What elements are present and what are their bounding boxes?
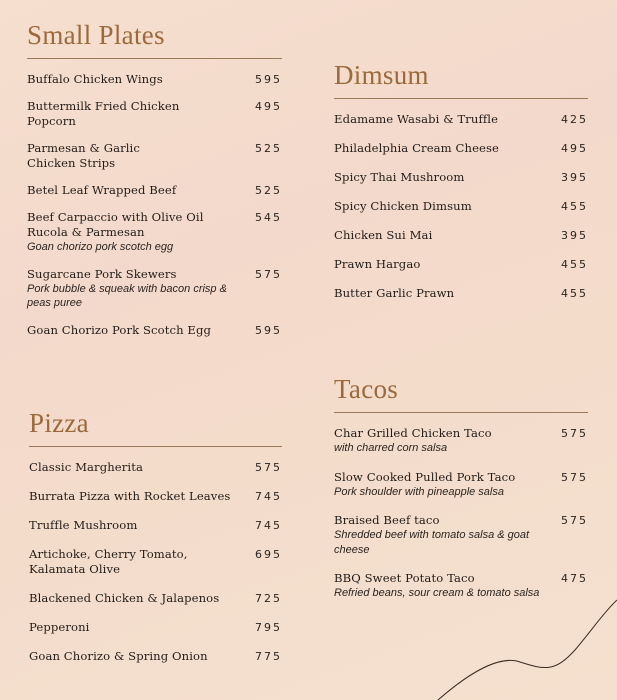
menu-item xyxy=(29,620,282,635)
menu-item-name: Edamame Wasabi & Truffle xyxy=(334,112,499,126)
menu-item-price: 575 xyxy=(255,461,282,474)
menu-item xyxy=(27,323,282,338)
menu-item-price: 575 xyxy=(561,470,588,484)
menu-item-description: Goan chorizo pork scotch egg xyxy=(27,241,174,253)
menu-item-price: 395 xyxy=(561,171,588,184)
menu-item xyxy=(334,257,588,272)
menu-item-price: 595 xyxy=(255,323,282,337)
menu-item-price: 545 xyxy=(255,211,282,224)
menu-item xyxy=(29,547,282,577)
section-pizza xyxy=(29,410,282,678)
menu-item xyxy=(27,267,282,311)
menu-item-price: 495 xyxy=(255,100,282,113)
menu-item xyxy=(334,286,588,301)
menu-item-name: Butter Garlic Prawn xyxy=(334,286,455,300)
menu-item-price: 725 xyxy=(255,592,282,605)
menu-item-price: 745 xyxy=(255,490,282,503)
section-title: Tacos xyxy=(334,374,399,404)
menu-item-description: Refried beans, sour cream & tomato salsa xyxy=(334,587,540,599)
menu-item-price: 455 xyxy=(561,258,588,271)
menu-item xyxy=(29,518,282,533)
menu-item xyxy=(334,228,588,243)
menu-item xyxy=(334,426,588,456)
menu-item-name: Spicy Chicken Dimsum xyxy=(334,199,472,213)
menu-item xyxy=(334,112,588,127)
menu-item xyxy=(27,210,282,255)
menu-items-list xyxy=(334,112,588,301)
menu-item-name: Buffalo Chicken Wings xyxy=(27,72,163,86)
menu-item-name: Truffle Mushroom xyxy=(29,518,138,532)
menu-item-name: Blackened Chicken & Jalapenos xyxy=(29,591,220,605)
menu-item xyxy=(334,199,588,214)
menu-item-name: Parmesan & Garlic Chicken Strips xyxy=(27,141,140,170)
menu-item-price: 525 xyxy=(255,184,282,197)
menu-item-price: 575 xyxy=(561,514,588,527)
menu-item xyxy=(334,170,588,185)
menu-item-description: Pork shoulder with pineapple salsa xyxy=(334,485,504,498)
menu-item-name: Braised Beef taco xyxy=(334,513,440,527)
menu-item-description: Pork bubble & squeak with bacon crisp & peas puree xyxy=(27,282,227,309)
menu-item xyxy=(334,470,588,500)
menu-item-price: 795 xyxy=(255,621,282,634)
menu-items-list xyxy=(29,460,282,664)
section-divider xyxy=(29,446,282,447)
menu-item-name: BBQ Sweet Potato Taco xyxy=(334,571,475,585)
menu-item-price: 425 xyxy=(561,113,588,126)
menu-item-name: Goan Chorizo Pork Scotch Egg xyxy=(27,322,212,337)
menu-item-name: Slow Cooked Pulled Pork Taco xyxy=(334,469,516,484)
menu-item-name: Classic Margherita xyxy=(29,460,143,474)
section-tacos xyxy=(334,376,588,615)
menu-item-name: Buttermilk Fried Chicken Popcorn xyxy=(27,99,180,128)
menu-item-price: 695 xyxy=(255,548,282,561)
menu-item-name: Burrata Pizza with Rocket Leaves xyxy=(29,489,231,503)
menu-item xyxy=(29,489,282,504)
menu-item xyxy=(334,571,588,601)
section-divider xyxy=(27,58,282,59)
menu-item-name: Artichoke, Cherry Tomato, Kalamata Olive xyxy=(29,547,188,576)
menu-item-name: Goan Chorizo & Spring Onion xyxy=(29,649,208,663)
menu-item-price: 475 xyxy=(561,572,588,585)
section-divider xyxy=(334,412,588,413)
menu-item-price: 775 xyxy=(255,650,282,663)
section-divider xyxy=(334,98,588,99)
menu-item xyxy=(29,460,282,475)
menu-item xyxy=(27,72,282,87)
section-title: Pizza xyxy=(29,408,89,438)
menu-item xyxy=(27,99,282,129)
menu-item-name: Philadelphia Cream Cheese xyxy=(334,141,500,155)
menu-item-name: Char Grilled Chicken Taco xyxy=(334,426,492,440)
menu-item-description: Shredded beef with tomato salsa & goat cheese xyxy=(334,529,530,556)
menu-item-price: 575 xyxy=(255,267,282,281)
menu-item xyxy=(334,141,588,156)
menu-item-name: Betel Leaf Wrapped Beef xyxy=(27,183,177,197)
menu-item-price: 745 xyxy=(255,519,282,532)
section-dimsum xyxy=(334,62,588,315)
menu-item-price: 595 xyxy=(255,73,282,86)
menu-item-price: 525 xyxy=(255,142,282,155)
menu-item xyxy=(334,513,588,557)
menu-item-name: Prawn Hargao xyxy=(334,257,421,271)
menu-item xyxy=(27,141,282,171)
menu-item-price: 575 xyxy=(561,427,588,440)
menu-item-name: Pepperoni xyxy=(29,620,90,634)
section-small-plates xyxy=(27,22,282,350)
section-title: Dimsum xyxy=(334,60,429,90)
menu-items-list xyxy=(27,72,282,338)
menu-item-description: with charred corn salsa xyxy=(334,442,448,454)
menu-item-price: 455 xyxy=(561,200,588,213)
menu-items-list xyxy=(334,426,588,601)
menu-item-price: 495 xyxy=(561,142,588,155)
section-title: Small Plates xyxy=(27,20,165,50)
menu-item xyxy=(27,183,282,198)
menu-item-price: 455 xyxy=(561,287,588,300)
menu-item-price: 395 xyxy=(561,229,588,242)
menu-item xyxy=(29,591,282,606)
menu-item xyxy=(29,649,282,664)
menu-item-name: Beef Carpaccio with Olive Oil Rucola & Parmesan xyxy=(27,210,204,239)
menu-item-name: Sugarcane Pork Skewers xyxy=(27,266,177,281)
menu-item-name: Chicken Sui Mai xyxy=(334,228,433,242)
menu-item-name: Spicy Thai Mushroom xyxy=(334,170,465,184)
